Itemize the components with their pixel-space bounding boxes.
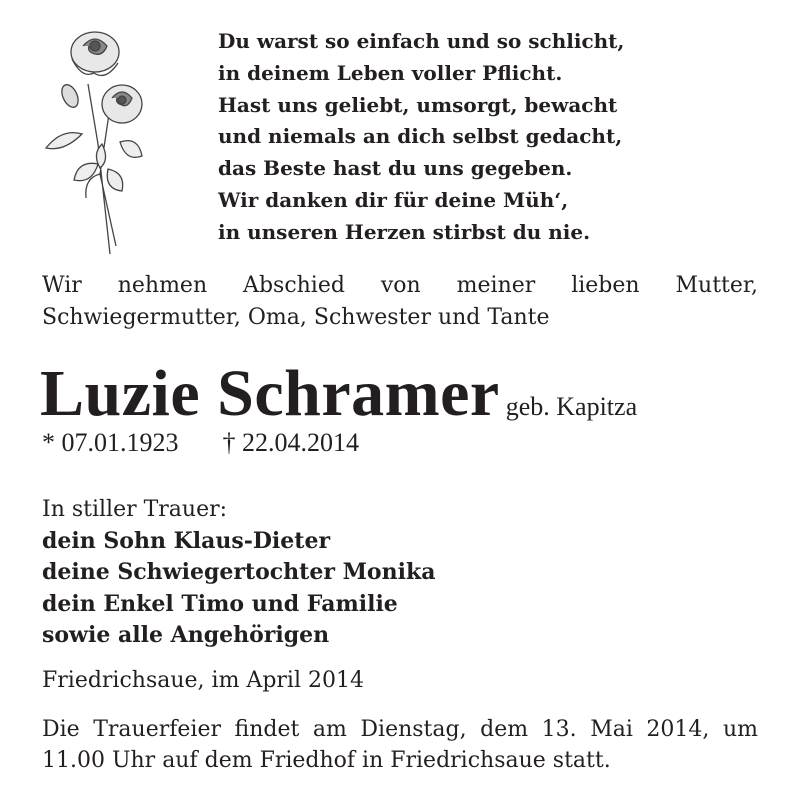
- deceased-name-block: [40, 356, 637, 432]
- poem-line: Hast uns geliebt, umsorgt, bewacht: [218, 92, 618, 117]
- poem-line: in unseren Herzen stirbst du nie.: [218, 219, 591, 244]
- rose-illustration: [40, 24, 160, 264]
- mourners: [42, 494, 435, 652]
- birth-date: * 07.01.1923: [42, 428, 179, 457]
- mourner: sowie alle Angehörigen: [42, 622, 330, 648]
- farewell-text: [42, 270, 758, 334]
- poem-line: Wir danken dir für deine Müh‘,: [218, 187, 569, 212]
- poem-line: das Beste hast du uns gegeben.: [218, 156, 573, 181]
- place-date: Friedrichsaue, im April 2014: [42, 668, 364, 693]
- mourner: deine Schwiegertochter Monika: [42, 559, 436, 585]
- funeral-line: 11.00 Uhr auf dem Friedhof in Friedrichsaue statt.: [42, 748, 611, 773]
- mourner: dein Sohn Klaus-Dieter: [42, 527, 331, 554]
- poem-line: und niemals an dich selbst gedacht,: [218, 124, 623, 149]
- poem-line: Du warst so einfach und so schlicht,: [218, 29, 625, 53]
- farewell-line: Schwiegermutter, Oma, Schwester und Tante: [42, 305, 550, 330]
- death-date: † 22.04.2014: [222, 428, 359, 457]
- farewell-line: Wir nehmen Abschied von meiner lieben Mutter,: [42, 273, 758, 298]
- poem: [218, 26, 624, 249]
- mourner: dein Enkel Timo und Familie: [42, 590, 398, 617]
- mourners-heading: In stiller Trauer:: [42, 497, 228, 522]
- poem-line: in deinem Leben voller Pflicht.: [218, 60, 563, 85]
- maiden-name: geb. Kapitza: [505, 392, 638, 421]
- funeral-line: Die Trauerfeier findet am Dienstag, dem 13. Mai 2014, um: [42, 717, 758, 742]
- deceased-name: Luzie Schramer: [40, 357, 500, 430]
- life-dates: [42, 428, 359, 458]
- funeral-notice: [42, 714, 758, 776]
